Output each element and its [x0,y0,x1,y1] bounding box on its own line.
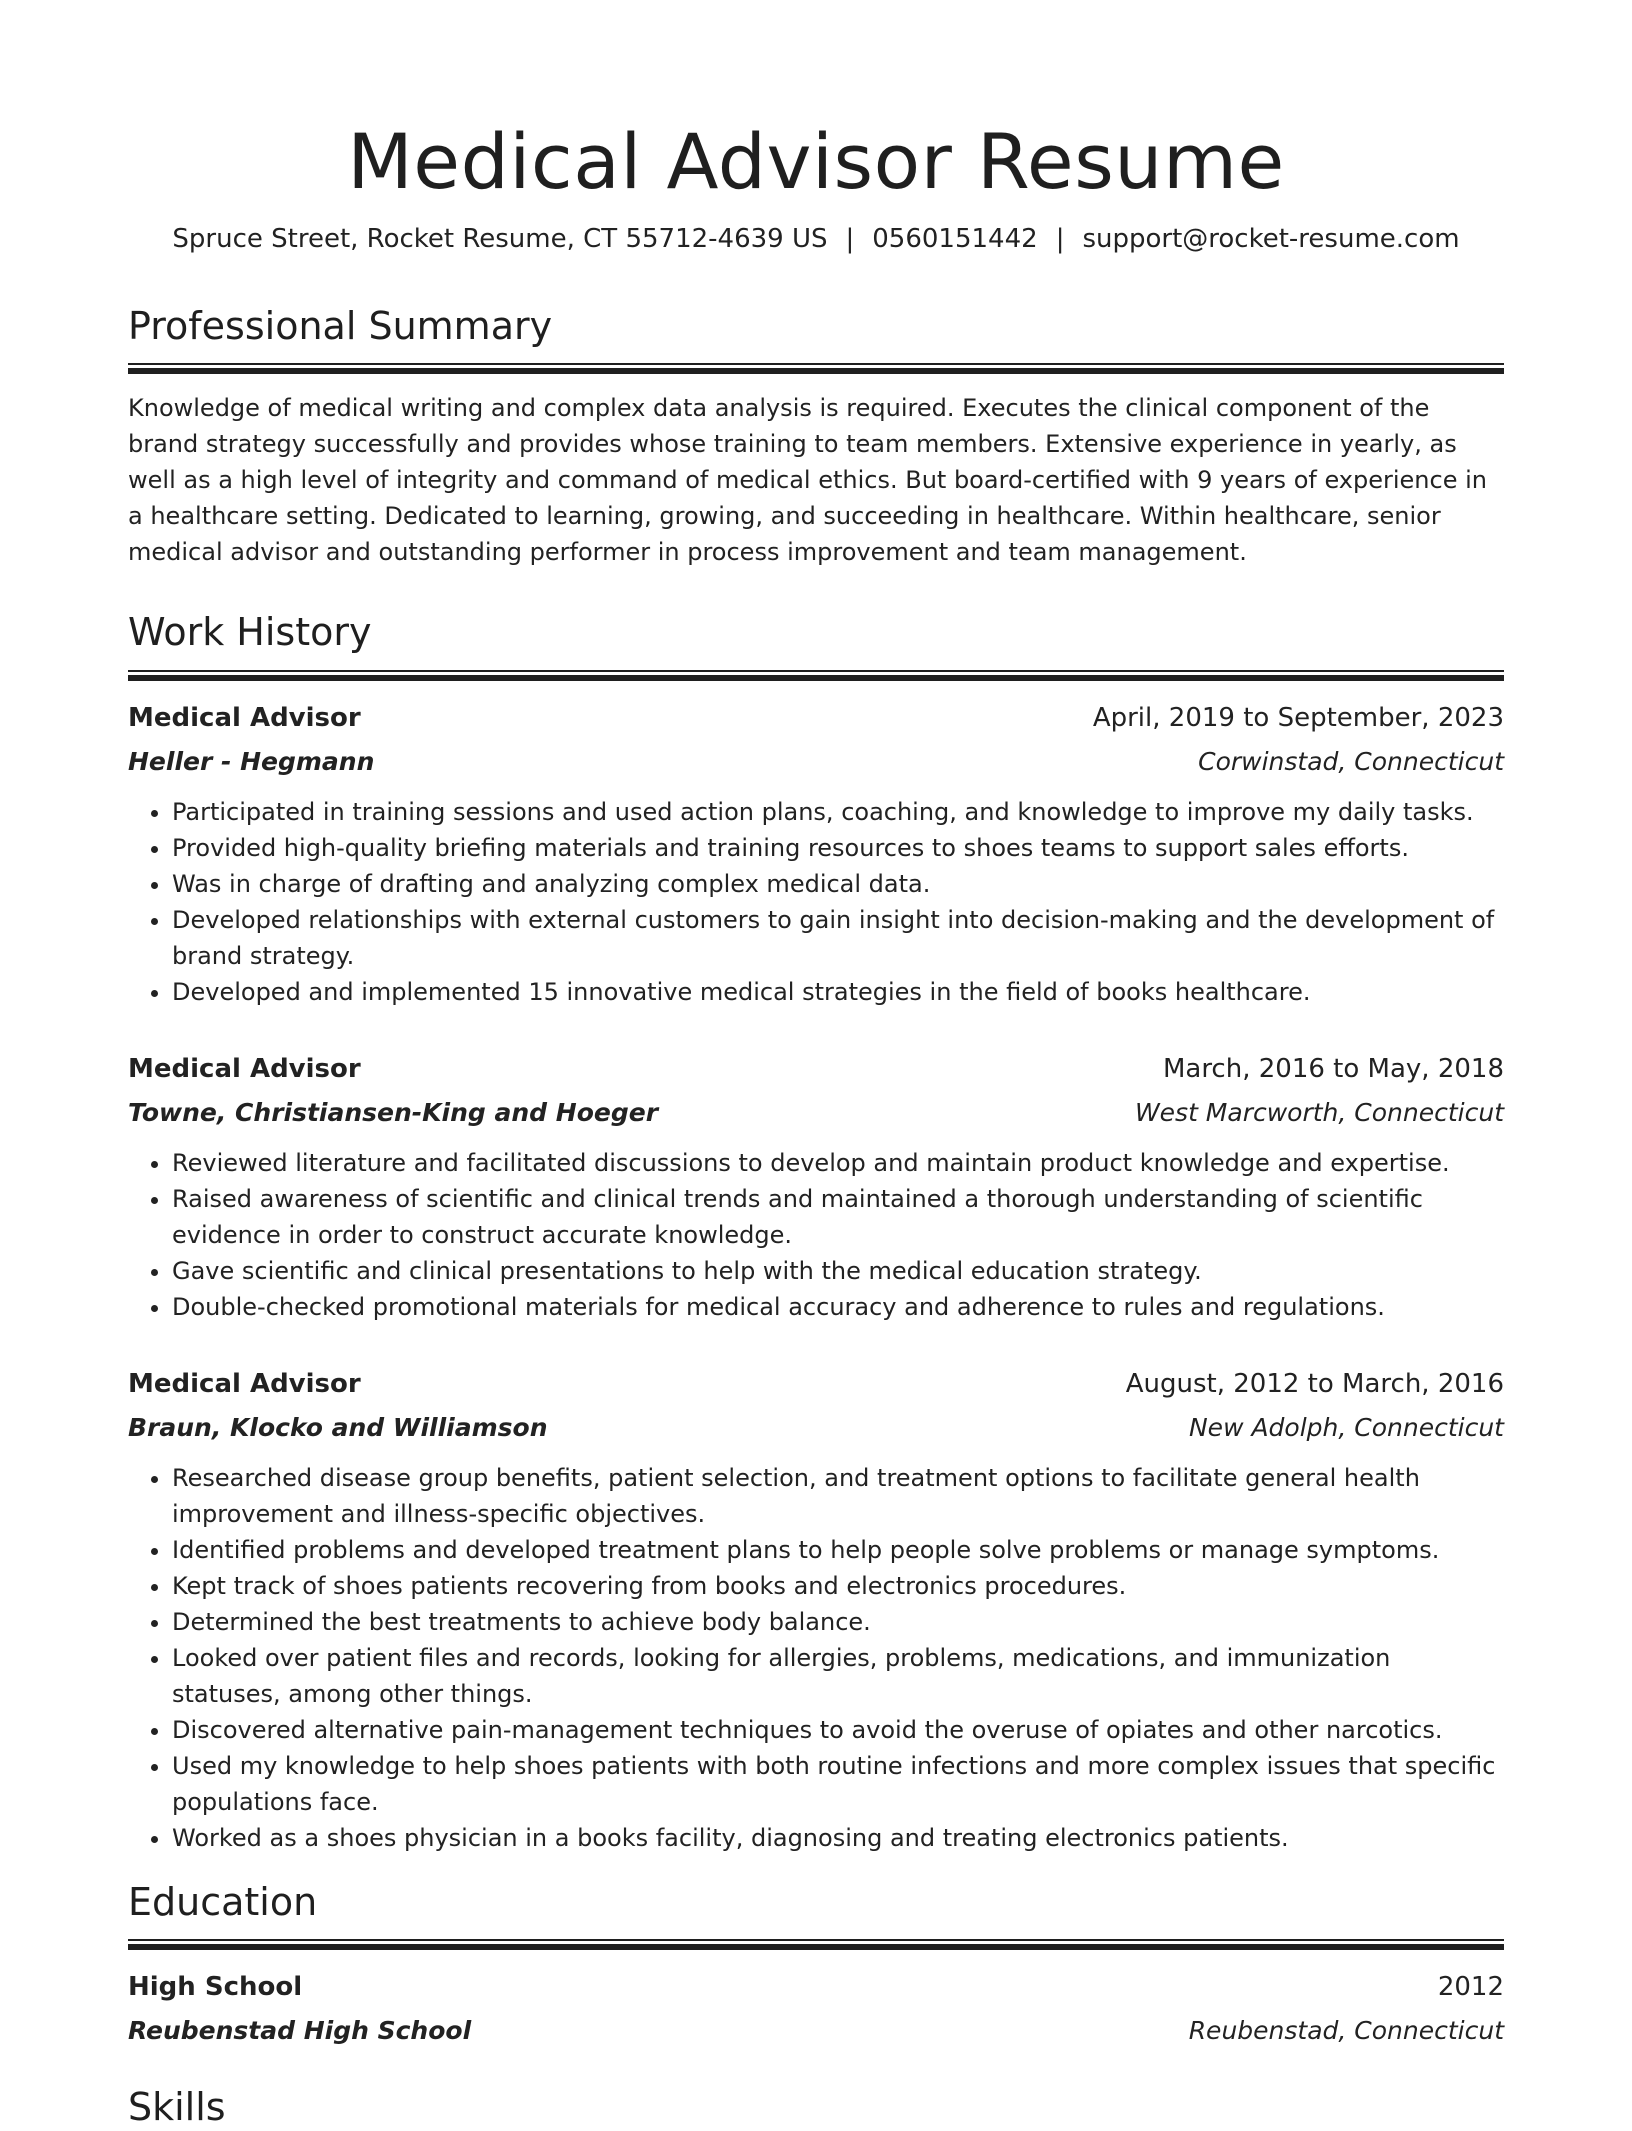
work-history-section [128,610,1504,1856]
contact-email: support@rocket-resume.com [1082,223,1460,254]
job-bullet: • Reviewed literature and facilitated discussions to develop and maintain product knowledge and expertise. [172,1145,1504,1181]
education-section [128,1880,1504,2046]
job-title: Medical Advisor [128,702,361,733]
job-entry [128,1369,1504,1856]
job-company: Heller - Hegmann [128,746,375,776]
job-bullet: • Determined the best treatments to achieve body balance. [172,1604,1504,1640]
job-bullet: • Raised awareness of scientific and clinical trends and maintained a thorough understanding of scientific evidence in order to construct accurate knowledge. [172,1181,1504,1253]
contact-phone: 0560151442 [872,223,1038,254]
professional-summary-section [128,304,1504,571]
education-school: Reubenstad High School [128,2016,472,2046]
job-bullet: • Kept track of shoes patients recovering from books and electronics procedures. [172,1568,1504,1604]
job-bullet: • Researched disease group benefits, patient selection, and treatment options to facilitate general health improvement and illness-specific objectives. [172,1460,1504,1532]
section-divider [128,670,1504,681]
contact-line [128,224,1504,254]
contact-separator: | [1055,223,1065,254]
section-title-skills: Skills [128,2085,226,2130]
job-bullet: • Used my knowledge to help shoes patients with both routine infections and more complex issues that specific populations face. [172,1748,1504,1820]
summary-text: Knowledge of medical writing and complex data analysis is required. Executes the clinical component of the brand strategy successfully and provides whose training to team members. Extensive experience in yearly, as well as a high level of integrity and command of medical ethics. But board-certified with 9 years of experience in a healthcare setting. Dedicated to learning, growing, and succeeding in healthcare. Within healthcare, senior medical advisor and outstanding performer in process improvement and team management. [128,394,1487,567]
job-bullet: • Provided high-quality briefing materials and training resources to shoes teams to support sales efforts. [172,830,1504,866]
job-company: Towne, Christiansen-King and Hoeger [128,1097,659,1127]
job-bullets [128,794,1504,1010]
contact-separator: | [845,223,855,254]
job-dates: April, 2019 to September, 2023 [1092,702,1504,733]
contact-address: Spruce Street, Rocket Resume, CT 55712-4639 US [172,223,828,254]
job-company: Braun, Klocko and Williamson [128,1412,548,1442]
education-year: 2012 [1437,1972,1504,2003]
job-entry [128,703,1504,1010]
education-entry [128,1972,1504,2045]
job-bullet: • Developed relationships with external customers to gain insight into decision-making and the development of brand strategy. [172,902,1504,974]
education-degree: High School [128,1972,303,2003]
section-divider [128,1939,1504,1950]
job-bullet: • Double-checked promotional materials for medical accuracy and adherence to rules and regulations. [172,1289,1504,1325]
job-bullet: • Worked as a shoes physician in a books facility, diagnosing and treating electronics patients. [172,1820,1504,1856]
job-dates: August, 2012 to March, 2016 [1125,1368,1504,1399]
job-dates: March, 2016 to May, 2018 [1162,1053,1504,1084]
section-title-work: Work History [128,610,372,655]
job-title: Medical Advisor [128,1053,361,1084]
section-title-summary: Professional Summary [128,303,553,348]
skills-section [128,2085,1504,2131]
resume-title: Medical Advisor Resume [347,117,1285,206]
job-bullet: • Looked over patient files and records, looking for allergies, problems, medications, and immunization statuses, among other things. [172,1640,1504,1712]
job-location: New Adolph, Connecticut [1188,1412,1504,1442]
job-bullets [128,1460,1504,1856]
section-title-education: Education [128,1879,318,1924]
section-divider [128,363,1504,374]
job-bullet: • Discovered alternative pain-management techniques to avoid the overuse of opiates and other narcotics. [172,1712,1504,1748]
job-bullet: • Identified problems and developed treatment plans to help people solve problems or manage symptoms. [172,1532,1504,1568]
job-bullet: • Gave scientific and clinical presentations to help with the medical education strategy. [172,1253,1504,1289]
job-bullet: • Was in charge of drafting and analyzing complex medical data. [172,866,1504,902]
job-bullet: • Participated in training sessions and used action plans, coaching, and knowledge to improve my daily tasks. [172,794,1504,830]
job-title: Medical Advisor [128,1368,361,1399]
education-location: Reubenstad, Connecticut [1188,2016,1504,2046]
job-entry [128,1054,1504,1325]
job-bullet: • Developed and implemented 15 innovative medical strategies in the field of books healthcare. [172,974,1504,1010]
job-location: West Marcworth, Connecticut [1134,1097,1504,1127]
job-bullets [128,1145,1504,1325]
job-location: Corwinstad, Connecticut [1198,746,1504,776]
